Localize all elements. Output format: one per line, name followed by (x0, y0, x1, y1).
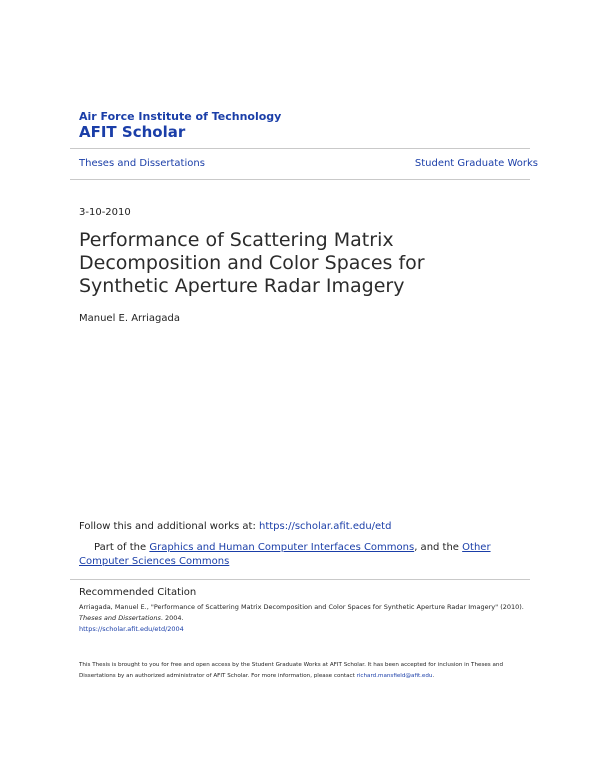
student-graduate-works-link[interactable]: Student Graduate Works (414, 158, 538, 169)
citation-url-link[interactable]: https://scholar.afit.edu/etd/2004 (79, 625, 184, 633)
citation-divider (70, 579, 530, 580)
header-divider (70, 148, 530, 149)
document-date: 3-10-2010 (79, 207, 131, 218)
part-of-middle: , and the (414, 542, 463, 553)
footer-end: . (432, 673, 435, 679)
follow-prefix: Follow this and additional works at: (79, 521, 259, 532)
footer-text: This Thesis is brought to you for free and open access by the Student Graduate Works at AFIT Scholar. It has been accepted for inclusion in Theses and Dissertations by an authorized administrator of AFIT Scholar. For more information, please contact (79, 662, 504, 679)
contact-email-link[interactable]: richard.mansfield@afit.edu (356, 673, 433, 679)
citation-series: Theses and Dissertations (79, 614, 161, 622)
graphics-commons-link[interactable]: Graphics and Human Computer Interfaces Commons (149, 542, 415, 553)
document-author: Manuel E. Arriagada (79, 313, 180, 324)
footer-notice (79, 660, 529, 682)
part-of-prefix: Part of the (94, 542, 150, 553)
part-of-line (79, 541, 519, 569)
theses-dissertations-link[interactable]: Theses and Dissertations (79, 158, 205, 169)
nav-divider (70, 179, 530, 180)
institution-name: Air Force Institute of Technology (79, 110, 282, 123)
citation-text: Arriagada, Manuel E., "Performance of Scattering Matrix Decomposition and Color Spaces for Synthetic Aperture Radar Imagery" (2010). (79, 603, 524, 611)
document-title: Performance of Scattering Matrix Decomposition and Color Spaces for Synthetic Aperture Radar Imagery (79, 229, 425, 297)
citation-body (79, 602, 529, 635)
citation-heading: Recommended Citation (79, 587, 197, 598)
citation-number: . 2004. (160, 614, 184, 622)
other-cs-commons-link[interactable]: Other Computer Sciences Commons (79, 542, 491, 567)
follow-line (79, 521, 391, 532)
follow-url-link[interactable]: https://scholar.afit.edu/etd (259, 521, 392, 532)
repository-link[interactable]: AFIT Scholar (79, 123, 186, 141)
